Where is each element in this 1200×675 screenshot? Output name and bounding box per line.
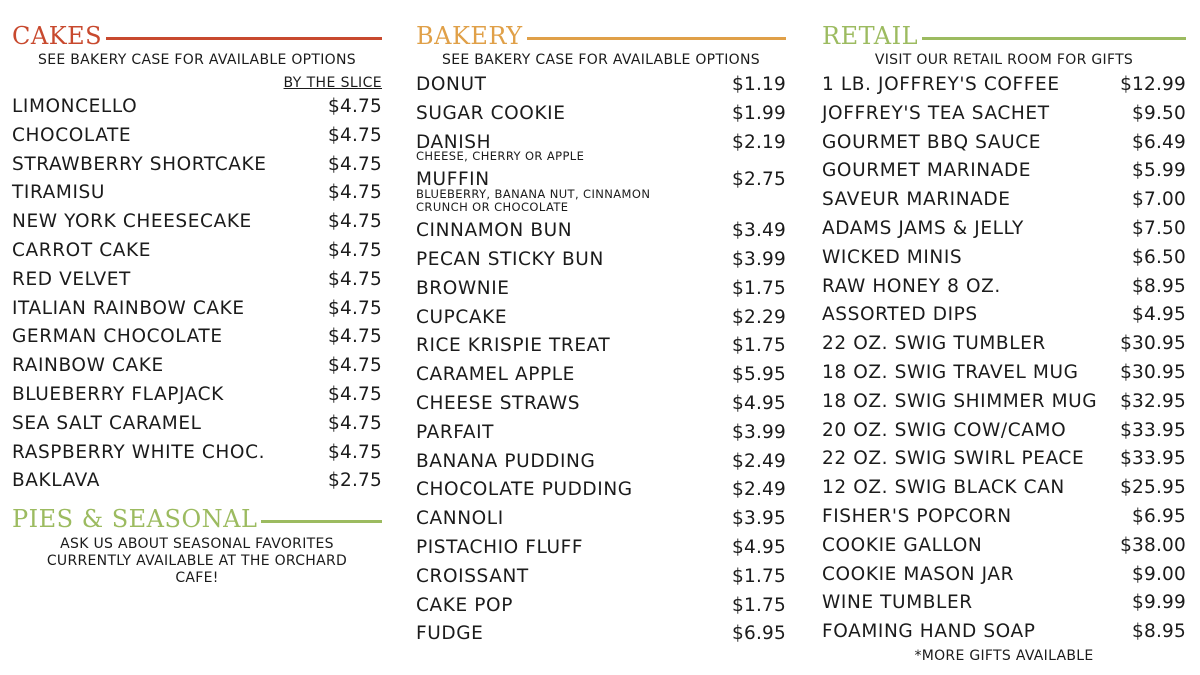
bakery-note: SEE BAKERY CASE FOR AVAILABLE OPTIONS (442, 52, 760, 68)
item-name: 12 OZ. SWIG BLACK CAN (822, 477, 1065, 499)
retail-footnote: *MORE GIFTS AVAILABLE (914, 647, 1094, 664)
item-name: PISTACHIO FLUFF (416, 536, 584, 558)
item-price: $2.49 (732, 450, 786, 472)
item-price: $3.99 (732, 248, 786, 270)
item-name: SUGAR COOKIE (416, 102, 566, 124)
item-price: $1.75 (732, 277, 786, 299)
cakes-note: SEE BAKERY CASE FOR AVAILABLE OPTIONS (38, 52, 356, 68)
item-name: MUFFIN (416, 169, 490, 191)
item-name: GERMAN CHOCOLATE (12, 326, 223, 348)
item-name: 18 OZ. SWIG SHIMMER MUG (822, 390, 1098, 412)
item-name: BLUEBERRY FLAPJACK (12, 383, 224, 405)
retail-list (822, 71, 1186, 647)
pies-rule (261, 520, 382, 523)
item-price: $33.95 (1120, 419, 1186, 441)
item-price: $4.75 (328, 124, 382, 146)
menu-item (12, 208, 382, 237)
item-name: BANANA PUDDING (416, 450, 596, 472)
retail-title: RETAIL (822, 22, 919, 50)
item-price: $30.95 (1120, 333, 1186, 355)
item-name: 1 LB. JOFFREY'S COFFEE (822, 74, 1060, 95)
item-price: $2.75 (328, 470, 382, 492)
menu-item (822, 474, 1186, 503)
item-name: COOKIE MASON JAR (822, 563, 1015, 585)
menu-item (822, 503, 1186, 532)
item-price: $1.99 (732, 102, 786, 124)
item-name: BROWNIE (416, 277, 510, 299)
item-name: FOAMING HAND SOAP (822, 621, 1036, 643)
menu-item (822, 157, 1186, 186)
menu-item (822, 561, 1186, 590)
item-price: $6.95 (732, 623, 786, 645)
bakery-list (416, 71, 786, 649)
item-name: CARROT CAKE (12, 239, 152, 261)
menu-item (822, 100, 1186, 129)
item-price: $4.95 (732, 392, 786, 414)
item-price: $4.75 (328, 239, 382, 261)
item-description-line: CRUNCH OR CHOCOLATE (416, 200, 569, 215)
item-name: CHEESE STRAWS (416, 392, 581, 414)
item-name: BAKLAVA (12, 470, 101, 492)
item-name: WINE TUMBLER (822, 592, 973, 614)
menu-item (822, 186, 1186, 215)
item-name: DANISH (416, 131, 492, 153)
menu-item (416, 419, 786, 448)
item-price: $1.75 (732, 594, 786, 616)
item-name: GOURMET BBQ SAUCE (822, 131, 1042, 153)
item-name: CUPCAKE (416, 306, 508, 328)
item-price: $3.99 (732, 421, 786, 443)
by-the-slice-label: BY THE SLICE (283, 75, 382, 91)
item-name: CHOCOLATE PUDDING (416, 479, 633, 501)
menu-item (416, 476, 786, 505)
menu-item (416, 620, 786, 649)
menu-item (822, 71, 1186, 100)
menu-item (12, 352, 382, 381)
item-price: $2.75 (732, 169, 786, 191)
menu-item (822, 330, 1186, 359)
item-price: $5.99 (1132, 160, 1186, 182)
item-name: 20 OZ. SWIG COW/CAMO (822, 419, 1067, 441)
item-name: RAINBOW CAKE (12, 355, 164, 377)
menu-item (12, 410, 382, 439)
menu-item (822, 215, 1186, 244)
item-price: $32.95 (1120, 390, 1186, 412)
item-name: CARAMEL APPLE (416, 364, 575, 386)
item-price: $6.50 (1132, 246, 1186, 268)
menu-item (12, 151, 382, 180)
menu-item (416, 275, 786, 304)
item-description-line: BLUEBERRY, BANANA NUT, CINNAMON (416, 187, 651, 202)
pies-title: PIES & SEASONAL (12, 505, 258, 534)
menu-item (12, 467, 382, 496)
menu-item (12, 323, 382, 352)
menu-item (416, 332, 786, 361)
item-price: $4.75 (328, 96, 382, 117)
item-price: $4.75 (328, 211, 382, 233)
retail-note: VISIT OUR RETAIL ROOM FOR GIFTS (874, 52, 1134, 68)
menu-item (416, 304, 786, 333)
item-price: $4.95 (1132, 304, 1186, 326)
pies-note-line: ASK US ABOUT SEASONAL FAVORITES (60, 536, 334, 553)
menu-item (12, 381, 382, 410)
menu-item (12, 93, 382, 122)
retail-header (822, 21, 1186, 51)
pies-note (12, 536, 382, 587)
item-name: FISHER'S POPCORN (822, 505, 1012, 527)
menu-item (12, 295, 382, 324)
item-name: SEA SALT CARAMEL (12, 412, 202, 434)
menu-item (416, 592, 786, 621)
item-name: COOKIE GALLON (822, 534, 983, 556)
item-price: $25.95 (1120, 477, 1186, 499)
item-name: ASSORTED DIPS (822, 304, 978, 326)
menu-item (822, 301, 1186, 330)
pies-note-line: CURRENTLY AVAILABLE AT THE ORCHARD (46, 553, 348, 570)
item-price: $9.00 (1132, 563, 1186, 585)
item-name: PARFAIT (416, 421, 495, 443)
bakery-column (416, 21, 786, 649)
item-name: 18 OZ. SWIG TRAVEL MUG (822, 361, 1079, 383)
item-name: CINNAMON BUN (416, 220, 573, 242)
item-price: $4.75 (328, 383, 382, 405)
menu-item (12, 266, 382, 295)
item-price: $7.50 (1132, 217, 1186, 239)
item-name: JOFFREY'S TEA SACHET (822, 102, 1050, 124)
item-price: $33.95 (1120, 448, 1186, 470)
cakes-rule (106, 37, 382, 40)
item-name: FUDGE (416, 623, 484, 645)
item-price: $3.95 (732, 508, 786, 530)
pies-section (12, 504, 382, 587)
cakes-title: CAKES (12, 22, 103, 50)
menu-item (416, 217, 786, 246)
item-name: RASPBERRY WHITE CHOC. (12, 441, 266, 463)
menu-item (822, 388, 1186, 417)
menu-item (416, 448, 786, 477)
item-price: $4.75 (328, 412, 382, 434)
item-name: RAW HONEY 8 OZ. (822, 275, 1001, 297)
item-name: STRAWBERRY SHORTCAKE (12, 153, 267, 175)
menu-item (822, 618, 1186, 647)
pies-note-line: CAFE! (175, 570, 219, 587)
item-name: ITALIAN RAINBOW CAKE (12, 297, 245, 319)
menu-item (822, 359, 1186, 388)
menu-item (416, 361, 786, 390)
item-price: $4.95 (732, 536, 786, 558)
item-name: 22 OZ. SWIG TUMBLER (822, 333, 1046, 355)
item-price: $2.49 (732, 479, 786, 501)
item-price: $4.75 (328, 182, 382, 204)
item-price: $38.00 (1120, 534, 1186, 556)
item-name: CHOCOLATE (12, 124, 132, 146)
menu-item (416, 71, 786, 100)
item-price: $9.50 (1132, 102, 1186, 124)
cakes-column (12, 21, 382, 587)
item-description (416, 150, 786, 163)
item-name: CANNOLI (416, 508, 504, 530)
item-price: $4.75 (328, 268, 382, 290)
item-name: WICKED MINIS (822, 246, 963, 268)
item-price: $8.95 (1132, 621, 1186, 643)
menu-item (12, 122, 382, 151)
menu-item (822, 589, 1186, 618)
item-price: $4.75 (328, 153, 382, 175)
item-name: GOURMET MARINADE (822, 160, 1032, 182)
item-price: $12.99 (1120, 74, 1186, 95)
menu-item (12, 237, 382, 266)
item-price: $4.75 (328, 297, 382, 319)
menu-item (416, 100, 786, 129)
item-name: ADAMS JAMS & JELLY (822, 217, 1024, 239)
item-price: $8.95 (1132, 275, 1186, 297)
item-price: $5.95 (732, 364, 786, 386)
item-name: RED VELVET (12, 268, 131, 290)
item-price: $1.19 (732, 74, 786, 95)
menu-item (822, 532, 1186, 561)
bakery-title: BAKERY (416, 22, 523, 50)
menu-item (416, 390, 786, 419)
menu-item (822, 129, 1186, 158)
retail-rule (922, 37, 1186, 40)
menu-item (416, 534, 786, 563)
item-price: $3.49 (732, 220, 786, 242)
bakery-header (416, 21, 786, 51)
item-price: $9.99 (1132, 592, 1186, 614)
retail-column (822, 21, 1186, 664)
item-description-line: CHEESE, CHERRY OR APPLE (416, 149, 585, 164)
menu-item (416, 505, 786, 534)
item-price: $1.75 (732, 565, 786, 587)
item-name: CAKE POP (416, 594, 513, 616)
menu-item (822, 445, 1186, 474)
item-name: RICE KRISPIE TREAT (416, 335, 611, 357)
menu-item (822, 273, 1186, 302)
item-price: $7.00 (1132, 189, 1186, 211)
item-name: PECAN STICKY BUN (416, 248, 604, 270)
item-price: $6.95 (1132, 505, 1186, 527)
item-name: DONUT (416, 74, 487, 95)
cakes-header (12, 21, 382, 51)
cakes-list (12, 93, 382, 496)
item-name: TIRAMISU (12, 182, 106, 204)
item-description (416, 188, 786, 214)
menu-item (416, 246, 786, 275)
menu-item (822, 417, 1186, 446)
item-name: LIMONCELLO (12, 96, 138, 117)
item-price: $30.95 (1120, 361, 1186, 383)
item-price: $1.75 (732, 335, 786, 357)
item-price: $4.75 (328, 355, 382, 377)
item-price: $6.49 (1132, 131, 1186, 153)
menu-item (12, 439, 382, 468)
menu-item (12, 179, 382, 208)
menu-item (416, 563, 786, 592)
item-name: SAVEUR MARINADE (822, 189, 1011, 211)
item-price: $2.29 (732, 306, 786, 328)
bakery-rule (527, 37, 786, 40)
item-name: CROISSANT (416, 565, 529, 587)
item-price: $2.19 (732, 131, 786, 153)
pies-header (12, 504, 382, 534)
menu-item (822, 244, 1186, 273)
item-price: $4.75 (328, 326, 382, 348)
item-name: 22 OZ. SWIG SWIRL PEACE (822, 448, 1085, 470)
item-price: $4.75 (328, 441, 382, 463)
item-name: NEW YORK CHEESECAKE (12, 211, 252, 233)
